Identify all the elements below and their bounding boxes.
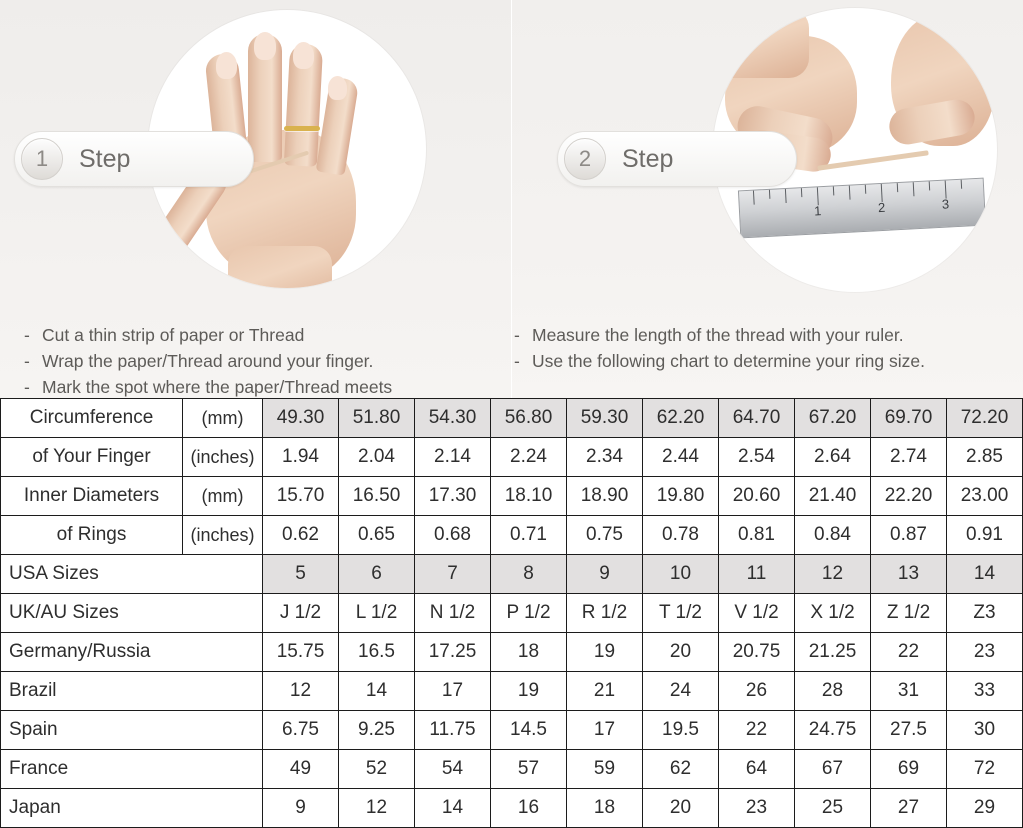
cell: 27 (871, 789, 947, 828)
cell: 59 (567, 750, 643, 789)
cell: 7 (415, 555, 491, 594)
cell: 13 (871, 555, 947, 594)
cell: 18.90 (567, 477, 643, 516)
cell: 26 (719, 672, 795, 711)
cell: 21.25 (795, 633, 871, 672)
cell: Z3 (947, 594, 1023, 633)
cell: 51.80 (339, 399, 415, 438)
row-label: Brazil (1, 672, 263, 711)
cell: 20.60 (719, 477, 795, 516)
cell: 62.20 (643, 399, 719, 438)
step-2-instructions (514, 322, 925, 374)
cell: 24 (643, 672, 719, 711)
cell: 14.5 (491, 711, 567, 750)
cell: 69 (871, 750, 947, 789)
cell: 0.71 (491, 516, 567, 555)
cell: 17 (415, 672, 491, 711)
row-label: Inner Diameters (1, 477, 183, 516)
cell: 8 (491, 555, 567, 594)
cell: 12 (339, 789, 415, 828)
list-item: - Wrap the paper/Thread around your finger. (24, 351, 374, 371)
cell: R 1/2 (567, 594, 643, 633)
cell: 9.25 (339, 711, 415, 750)
cell: 14 (947, 555, 1023, 594)
cell: 64.70 (719, 399, 795, 438)
cell: 22 (719, 711, 795, 750)
cell: 27.5 (871, 711, 947, 750)
step-2-badge (557, 131, 797, 187)
ruler-mark: 3 (941, 196, 950, 212)
table-row (1, 477, 1023, 516)
cell: 2.74 (871, 438, 947, 477)
cell: 11.75 (415, 711, 491, 750)
cell: 0.65 (339, 516, 415, 555)
cell: 64 (719, 750, 795, 789)
cell: 20 (643, 789, 719, 828)
cell: 2.85 (947, 438, 1023, 477)
cell: 1.94 (263, 438, 339, 477)
cell: 0.68 (415, 516, 491, 555)
cell: 72.20 (947, 399, 1023, 438)
cell: 11 (719, 555, 795, 594)
cell: 14 (415, 789, 491, 828)
ring-band (284, 126, 320, 131)
cell: Z 1/2 (871, 594, 947, 633)
row-label: UK/AU Sizes (1, 594, 263, 633)
cell: 19 (491, 672, 567, 711)
cell: 6 (339, 555, 415, 594)
cell: 57 (491, 750, 567, 789)
table-row (1, 711, 1023, 750)
row-label: Germany/Russia (1, 633, 263, 672)
cell: 54.30 (415, 399, 491, 438)
table-row (1, 516, 1023, 555)
cell: P 1/2 (491, 594, 567, 633)
ring-size-table-wrap (0, 398, 1023, 828)
row-label: of Rings (1, 516, 183, 555)
cell: 2.14 (415, 438, 491, 477)
table-row (1, 789, 1023, 828)
cell: V 1/2 (719, 594, 795, 633)
step-1-label: Step (79, 144, 131, 173)
cell: 0.81 (719, 516, 795, 555)
cell: 21.40 (795, 477, 871, 516)
ruler (738, 178, 986, 239)
cell: 16 (491, 789, 567, 828)
cell: 18.10 (491, 477, 567, 516)
cell: 67.20 (795, 399, 871, 438)
cell: 23.00 (947, 477, 1023, 516)
cell: 15.70 (263, 477, 339, 516)
cell: 2.64 (795, 438, 871, 477)
list-item: - Measure the length of the thread with your ruler. (514, 325, 904, 345)
cell: 22.20 (871, 477, 947, 516)
cell: 52 (339, 750, 415, 789)
cell: 23 (719, 789, 795, 828)
row-unit: (mm) (183, 477, 263, 516)
cell: 19.5 (643, 711, 719, 750)
ruler-mark: 2 (877, 199, 886, 216)
cell: 0.84 (795, 516, 871, 555)
cell: 28 (795, 672, 871, 711)
ruler-mark: 1 (813, 203, 822, 219)
row-unit: (inches) (183, 438, 263, 477)
cell: 18 (567, 789, 643, 828)
row-label: Circumference (1, 399, 183, 438)
cell: 25 (795, 789, 871, 828)
cell: 9 (263, 789, 339, 828)
table-row (1, 555, 1023, 594)
cell: 2.44 (643, 438, 719, 477)
row-unit: (mm) (183, 399, 263, 438)
cell: 2.34 (567, 438, 643, 477)
step-1-instructions (24, 322, 392, 398)
cell: 17 (567, 711, 643, 750)
cell: 31 (871, 672, 947, 711)
step-panel-2 (511, 0, 1023, 398)
cell: 0.87 (871, 516, 947, 555)
step-2-label: Step (622, 144, 674, 173)
cell: 2.04 (339, 438, 415, 477)
cell: X 1/2 (795, 594, 871, 633)
table-row (1, 750, 1023, 789)
cell: J 1/2 (263, 594, 339, 633)
step-1-badge (14, 131, 254, 187)
cell: 10 (643, 555, 719, 594)
row-label: France (1, 750, 263, 789)
list-item: - Mark the spot where the paper/Thread meets (24, 377, 393, 397)
step-1-number: 1 (21, 138, 63, 180)
cell: 49.30 (263, 399, 339, 438)
row-label: USA Sizes (1, 555, 263, 594)
cell: 0.91 (947, 516, 1023, 555)
cell: 14 (339, 672, 415, 711)
cell: 20 (643, 633, 719, 672)
cell: 17.30 (415, 477, 491, 516)
thread-strip (817, 150, 929, 171)
cell: 20.75 (719, 633, 795, 672)
cell: 2.54 (719, 438, 795, 477)
cell: 9 (567, 555, 643, 594)
row-unit: (inches) (183, 516, 263, 555)
cell: 72 (947, 750, 1023, 789)
cell: 16.50 (339, 477, 415, 516)
cell: 0.78 (643, 516, 719, 555)
cell: 30 (947, 711, 1023, 750)
step-2-number: 2 (564, 138, 606, 180)
cell: 49 (263, 750, 339, 789)
steps-section (0, 0, 1023, 398)
list-item: - Use the following chart to determine your ring size. (514, 351, 925, 371)
cell: 6.75 (263, 711, 339, 750)
cell: 18 (491, 633, 567, 672)
cell: 69.70 (871, 399, 947, 438)
cell: 62 (643, 750, 719, 789)
cell: N 1/2 (415, 594, 491, 633)
cell: 54 (415, 750, 491, 789)
cell: 19 (567, 633, 643, 672)
row-label: Japan (1, 789, 263, 828)
step-panel-1 (0, 0, 511, 398)
cell: 24.75 (795, 711, 871, 750)
cell: 0.75 (567, 516, 643, 555)
cell: 17.25 (415, 633, 491, 672)
cell: 19.80 (643, 477, 719, 516)
cell: 67 (795, 750, 871, 789)
list-item: - Cut a thin strip of paper or Thread (24, 325, 305, 345)
cell: 2.24 (491, 438, 567, 477)
cell: 56.80 (491, 399, 567, 438)
table-row (1, 633, 1023, 672)
cell: 33 (947, 672, 1023, 711)
cell: 12 (263, 672, 339, 711)
cell: T 1/2 (643, 594, 719, 633)
table-row (1, 594, 1023, 633)
cell: 0.62 (263, 516, 339, 555)
cell: 12 (795, 555, 871, 594)
cell: 15.75 (263, 633, 339, 672)
cell: 5 (263, 555, 339, 594)
cell: L 1/2 (339, 594, 415, 633)
table-row (1, 399, 1023, 438)
row-label: of Your Finger (1, 438, 183, 477)
table-row (1, 438, 1023, 477)
cell: 21 (567, 672, 643, 711)
cell: 16.5 (339, 633, 415, 672)
cell: 22 (871, 633, 947, 672)
cell: 29 (947, 789, 1023, 828)
cell: 23 (947, 633, 1023, 672)
table-row (1, 672, 1023, 711)
ring-size-table (0, 398, 1023, 828)
row-label: Spain (1, 711, 263, 750)
cell: 59.30 (567, 399, 643, 438)
